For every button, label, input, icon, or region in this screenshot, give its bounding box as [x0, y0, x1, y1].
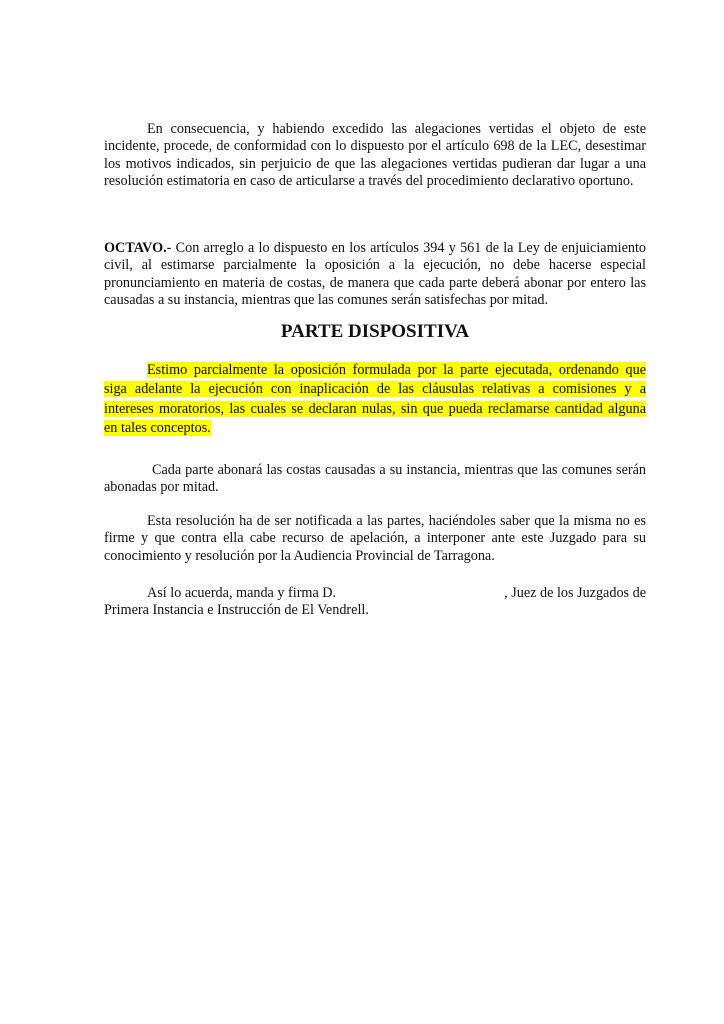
costas-text: Cada parte abonará las costas causadas a su instancia, mientras que las comunes serán abonadas por mitad. — [104, 462, 646, 496]
highlight-line: Estimo parcialmente la oposición formulada por la parte ejecutada, ordenando que — [147, 362, 646, 378]
paragraph-fallo-highlighted — [104, 361, 646, 439]
firma-part-2: , Juez de los Juzgados de — [504, 585, 646, 601]
paragraph-consecuencia — [104, 121, 646, 190]
paragraph-octavo — [104, 240, 646, 309]
octavo-label: OCTAVO. — [104, 240, 167, 256]
paragraph-costas — [104, 462, 646, 497]
notificacion-text: Esta resolución ha de ser notificada a las partes, haciéndoles saber que la misma no es firme y que contra ella cabe recurso de apelación, a interponer ante este Juzgado para su conocimiento y resolución por la Audiencia Provincial de Tarragona. — [104, 513, 646, 564]
section-heading: PARTE DISPOSITIVA — [280, 321, 470, 342]
paragraph-notificacion — [104, 513, 646, 565]
firma-line-1 — [104, 585, 646, 602]
highlight-line: siga adelante la ejecución con inaplicación de las cláusulas relativas a comisiones y a — [104, 381, 646, 398]
firma-part-1: Así lo acuerda, manda y firma D. — [147, 585, 337, 601]
highlight-line: en tales conceptos. — [104, 420, 211, 437]
octavo-text: - Con arreglo a lo dispuesto en los artículos 394 y 561 de la Ley de enjuiciamiento civil, al estimarse parcialmente la oposición a la ejecución, no debe hacerse especial pronunciamiento en materia de costas, de manera que cada parte deberá abonar por entero las causadas a su instancia, mientras que las comunes serán satisfechas por mitad. — [104, 240, 646, 308]
highlight-line: intereses moratorios, las cuales se declaran nulas, sin que pueda reclamarse cantidad alguna — [104, 400, 646, 417]
firma-line-2: Primera Instancia e Instrucción de El Vendrell. — [104, 602, 369, 619]
paragraph-firma — [104, 585, 646, 620]
paragraph-text: En consecuencia, y habiendo excedido las alegaciones vertidas el objeto de este incidente, procede, de conformidad con lo dispuesto por el artículo 698 de la LEC, desestimar los motivos indicados, sin perjuicio de que las alegaciones vertidas pudieran dar lugar a una resolución estimatoria en caso de articularse a través del procedimiento declarativo oportuno. — [104, 121, 646, 189]
